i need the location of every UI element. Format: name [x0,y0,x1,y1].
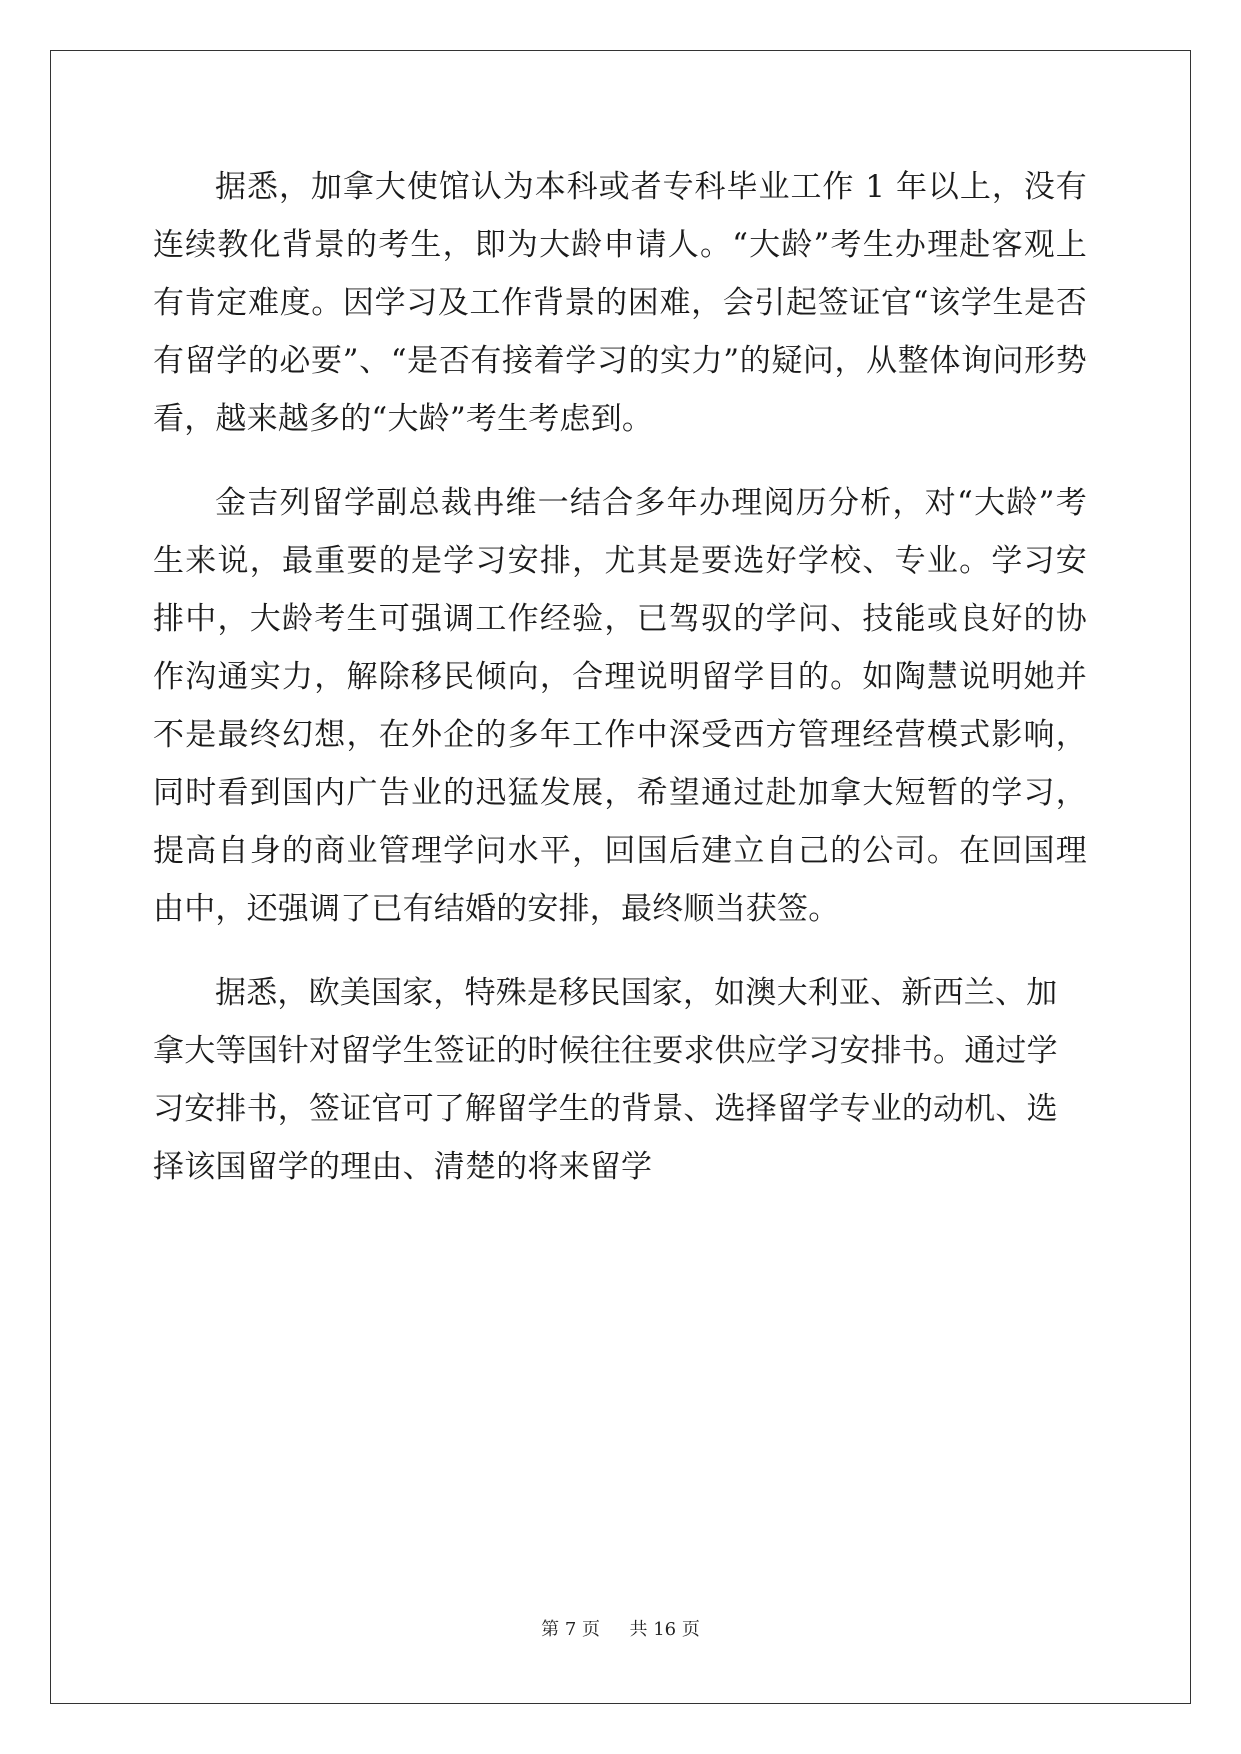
page-total: 共 16 页 [629,1619,700,1640]
page-footer [0,1619,1241,1641]
paragraph-1: 据悉，加拿大使馆认为本科或者专科毕业工作 1 年以上，没有连续教化背景的考生，即为大龄申请人。“大龄”考生办理赴客观上有肯定难度。因学习及工作背景的困难，会引起签证官“该学生是否有留学的必要”、“是否有接着学习的实力”的疑问，从整体询问形势看，越来越多的“大龄”考生考虑到。 [153,169,1087,437]
paragraph-3: 据悉，欧美国家，特殊是移民国家，如澳大利亚、新西兰、加拿大等国针对留学生签证的时候往往要求供应学习安排书。通过学习安排书，签证官可了解留学生的背景、选择留学专业的动机、选择该国留学的理由、清楚的将来留学 [153,975,1058,1185]
paragraph-2: 金吉列留学副总裁冉维一结合多年办理阅历分析，对“大龄”考生来说，最重要的是学习安排，尤其是要选好学校、专业。学习安排中，大龄考生可强调工作经验，已驾驭的学问、技能或良好的协作沟通实力，解除移民倾向，合理说明留学目的。如陶慧说明她并不是最终幻想，在外企的多年工作中深受西方管理经营模式影响，同时看到国内广告业的迅猛发展，希望通过赴加拿大短暂的学习，提高自身的商业管理学问水平，回国后建立自己的公司。在回国理由中，还强调了已有结婚的安排，最终顺当获签。 [153,485,1087,927]
document-body [153,158,1087,1196]
page-number: 第 7 页 [541,1619,601,1640]
